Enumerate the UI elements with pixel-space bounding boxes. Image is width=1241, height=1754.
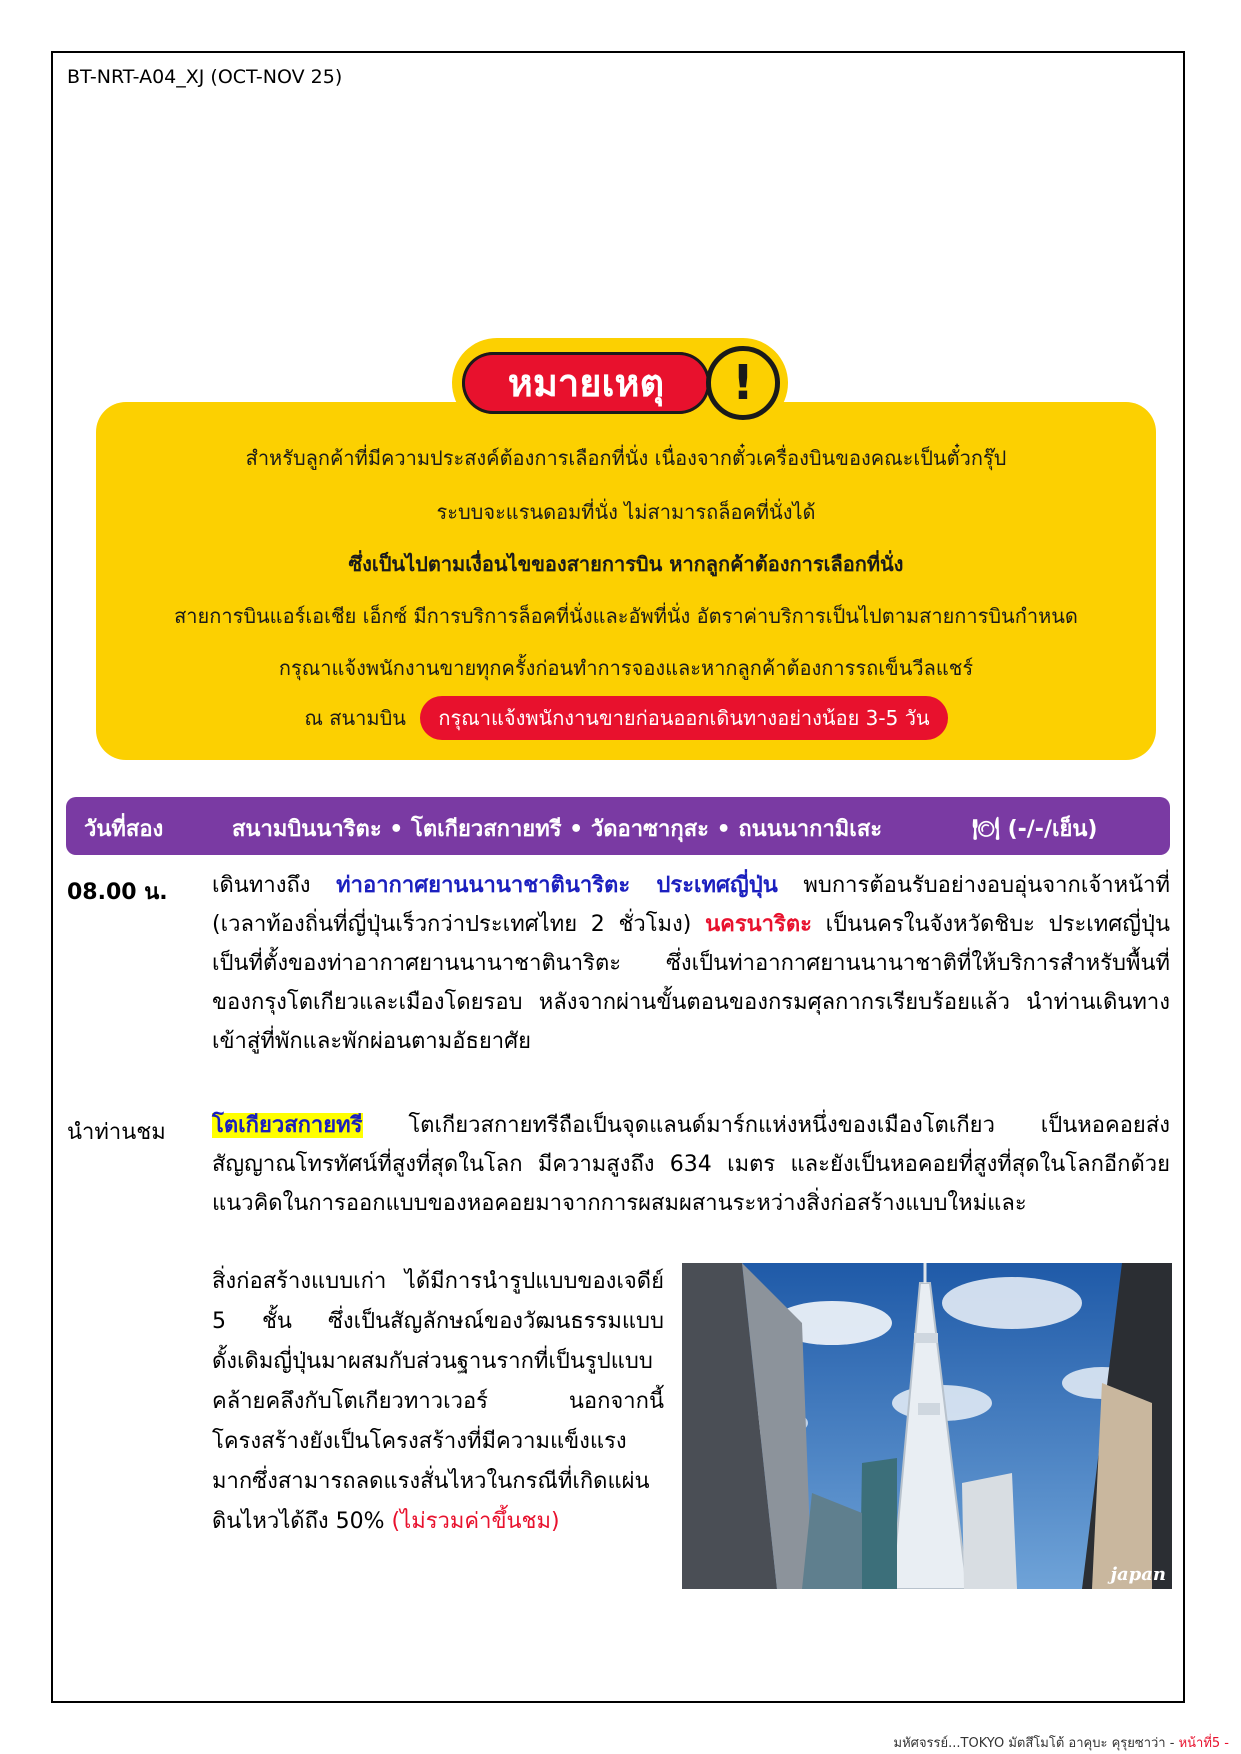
photo-watermark: japan — [1110, 1564, 1166, 1585]
notice-line-2: ระบบจะแรนดอมที่นั่ง ไม่สามารถล็อคที่นั่งได้ — [436, 500, 816, 524]
day-header-bar — [66, 797, 1170, 855]
notice-line-3: ซึ่งเป็นไปตามเงื่อนไขของสายการบิน หากลูกค้าต้องการเลือกที่นั่ง — [348, 552, 904, 576]
page-number: หน้าที่5 - — [1178, 1736, 1229, 1751]
skytree-illustration — [682, 1263, 1172, 1589]
day-label: วันที่สอง — [84, 817, 164, 842]
narita-city-name: นครนาริตะ — [705, 912, 812, 937]
skytree-text-1: โตเกียวสกายทรีถือเป็นจุดแลนด์มาร์กแห่งหนึ่งของเมืองโตเกียว เป็นหอคอยส่งสัญญาณโทรทัศน์ที่สูงที่สุดในโลก มีความสูงถึง 634 เมตร และยังเป็นหอคอยที่สูงที่สุดในโลกอีกด้วย แนวคิดในการออกแบบของหอคอยมาจากการผสมผสานระหว่างสิ่งก่อสร้างแบบใหม่และ — [212, 1113, 1170, 1216]
notice-line-6 — [96, 696, 1156, 740]
narita-airport-name: ท่าอากาศยานนานาชาตินาริตะ ประเทศญี่ปุ่น — [336, 873, 778, 898]
notice-line-4: สายการบินแอร์เอเชีย เอ็กซ์ มีการบริการล็อคที่นั่งและอัพที่นั่ง อัตราค่าบริการเป็นไปตามสายการบินกำหนด — [174, 604, 1078, 628]
skytree-paragraph-bottom — [212, 1262, 664, 1542]
skytree-text-2: สิ่งก่อสร้างแบบเก่า ได้มีการนำรูปแบบของเจดีย์ 5 ชั้น ซึ่งเป็นสัญลักษณ์ของวัฒนธรรมแบบดั้งเดิมญี่ปุ่นมาผสมกับส่วนฐานรากที่เป็นรูปแบบคล้ายคลึงกับโตเกียวทาวเวอร์ นอกจากนี้โครงสร้างยังเป็นโครงสร้างที่มีความแข็งแรงมากซึ่งสามารถลดแรงสั่นไหวในกรณีที่เกิดแผ่นดินไหวได้ถึง 50% — [212, 1269, 664, 1534]
skytree-excluded-fee: (ไม่รวมค่าขึ้นชม) — [391, 1509, 560, 1534]
arrival-text-3: เป็นนครในจังหวัดชิบะ ประเทศญี่ปุ่น เป็นที่ตั้งของท่าอากาศยานนานาชาตินาริตะ ซึ่งเป็นท่าอากาศยานนานาชาติที่ให้บริการสำหรับพื้นที่ของกรุงโตเกียวและเมืองโดยรอบ หลังจากผ่านขั้นตอนของกรมศุลกากรเรียบร้อยแล้ว นำท่านเดินทางเข้าสู่ที่พักและพักผ่อนตามอัธยาศัย — [212, 912, 1170, 1054]
arrival-text-2: พบการต้อนรับอย่างอบอุ่นจากเจ้าหน้าที่ (เวลาท้องถิ่นที่ญี่ปุ่นเร็วกว่าประเทศไทย 2 ชั่วโมง) — [212, 873, 1171, 937]
notice-airport-label: ณ สนามบิน — [304, 706, 406, 730]
notice-box — [96, 402, 1156, 760]
arrival-paragraph — [212, 866, 1170, 1061]
notice-title: หมายเหตุ — [462, 352, 710, 414]
notice-header — [452, 338, 788, 428]
item-time-0800: 08.00 น. — [67, 880, 168, 905]
page-footer — [894, 1732, 1229, 1753]
skytree-photo — [682, 1263, 1172, 1589]
notice-deadline-badge: กรุณาแจ้งพนักงานขายก่อนออกเดินทางอย่างน้อย 3-5 วัน — [420, 696, 947, 740]
skytree-paragraph-top — [212, 1106, 1170, 1223]
skytree-highlight: โตเกียวสกายทรี — [212, 1113, 363, 1138]
arrival-text-1: เดินทางถึง — [212, 873, 337, 898]
notice-line-1: สำหรับลูกค้าที่มีความประสงค์ต้องการเลือกที่นั่ง เนื่องจากตั๋วเครื่องบินของคณะเป็นตั๋วกรุ๊ป — [245, 446, 1007, 470]
footer-text: มหัศจรรย์...TOKYO มัตสึโมโต้ อาคุบะ คุรุยซาว่า - — [893, 1736, 1179, 1751]
day-meals: 🍽 (-/-/เย็น) — [972, 817, 1098, 842]
item-visit-label: นำท่านชม — [67, 1120, 166, 1145]
notice-line-5: กรุณาแจ้งพนักงานขายทุกครั้งก่อนทำการจองและหากลูกค้าต้องการรถเข็นวีลแชร์ — [278, 656, 974, 680]
exclamation-icon: ! — [706, 346, 780, 420]
day-route: สนามบินนาริตะ • โตเกียวสกายทรี • วัดอาซากุสะ • ถนนนากามิเสะ — [232, 817, 883, 842]
document-code: BT-NRT-A04_XJ (OCT-NOV 25) — [67, 66, 343, 88]
